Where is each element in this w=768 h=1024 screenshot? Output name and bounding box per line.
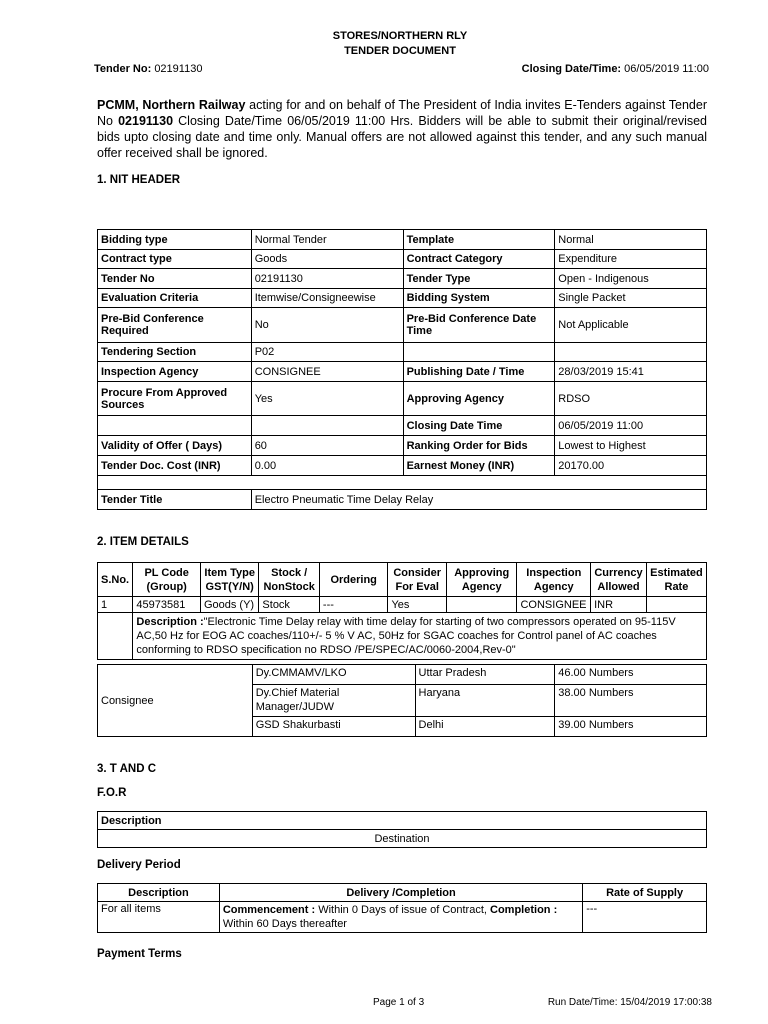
nit-row bbox=[98, 289, 707, 308]
nit-label: Template bbox=[403, 230, 555, 250]
intro-text-2: Closing Date/Time 06/05/2019 11:00 Hrs. Bidders will be able to submit their original/revised bids upto closing date and time only. Manual offers are not allowed against this tender, and any such manual offer received shall be ignored. bbox=[97, 114, 707, 160]
org-title: STORES/NORTHERN RLY bbox=[332, 30, 468, 42]
nit-value bbox=[251, 416, 403, 436]
item-cell bbox=[646, 597, 706, 613]
item-col-header: Approving Agency bbox=[446, 563, 517, 597]
item-cell: INR bbox=[591, 597, 647, 613]
item-description-text: "Electronic Time Delay relay with time delay for starting of two compressors operated on 95-115V AC,50 Hz for EOG AC coaches/110+/- 5 % V AC, 50Hz for SGAC coaches for Control panel of AC coaches conforming to RDSO specification no RDSO /PE/SPEC/AC/0060-2004,Rev-0" bbox=[136, 616, 676, 656]
nit-label: Pre-Bid Conference Required bbox=[98, 308, 252, 343]
nit-value: Normal bbox=[555, 230, 707, 250]
tandc-heading: 3. T AND C bbox=[97, 763, 156, 775]
consignee-name: Dy.Chief Material Manager/JUDW bbox=[252, 685, 415, 717]
nit-value: Goods bbox=[251, 250, 403, 269]
consignee-qty: 39.00 Numbers bbox=[555, 717, 707, 737]
nit-value bbox=[555, 343, 707, 362]
item-row bbox=[98, 597, 707, 613]
nit-table bbox=[97, 229, 707, 510]
tender-no-label: Tender No: bbox=[94, 63, 152, 75]
item-col-header: Item Type GST(Y/N) bbox=[200, 563, 258, 597]
item-col-header: Estimated Rate bbox=[646, 563, 706, 597]
nit-value: P02 bbox=[251, 343, 403, 362]
consignee-qty: 38.00 Numbers bbox=[555, 685, 707, 717]
nit-value: CONSIGNEE bbox=[251, 362, 403, 382]
item-header-row bbox=[98, 563, 707, 597]
page-number: Page 1 of 3 bbox=[373, 997, 425, 1008]
delivery-col-completion: Delivery /Completion bbox=[219, 884, 582, 902]
nit-label: Earnest Money (INR) bbox=[403, 456, 555, 476]
nit-value: RDSO bbox=[555, 382, 707, 416]
item-cell: Goods (Y) bbox=[200, 597, 258, 613]
item-cell: CONSIGNEE bbox=[517, 597, 591, 613]
nit-label: Publishing Date / Time bbox=[403, 362, 555, 382]
closing-label: Closing Date/Time: bbox=[521, 63, 622, 75]
delivery-period-heading: Delivery Period bbox=[97, 859, 181, 871]
nit-row bbox=[98, 416, 707, 436]
for-heading: F.O.R bbox=[97, 787, 127, 799]
intro-text-1: acting for and on behalf of The President of India invites E-Tenders against Tender No bbox=[97, 98, 708, 128]
item-details-table bbox=[97, 562, 707, 660]
item-col-header: Currency Allowed bbox=[591, 563, 647, 597]
nit-value: 60 bbox=[251, 436, 403, 456]
item-col-header: Inspection Agency bbox=[517, 563, 591, 597]
consignee-state: Delhi bbox=[415, 717, 555, 737]
nit-label: Bidding type bbox=[98, 230, 252, 250]
delivery-col-rate: Rate of Supply bbox=[583, 884, 707, 902]
nit-row bbox=[98, 269, 707, 289]
nit-value: Open - Indigenous bbox=[555, 269, 707, 289]
nit-label: Evaluation Criteria bbox=[98, 289, 252, 308]
item-cell: 45973581 bbox=[133, 597, 201, 613]
intro-tender-no: 02191130 bbox=[118, 114, 174, 128]
nit-value: 06/05/2019 11:00 bbox=[555, 416, 707, 436]
nit-row bbox=[98, 456, 707, 476]
nit-label: Procure From Approved Sources bbox=[98, 382, 252, 416]
nit-row bbox=[98, 308, 707, 343]
consignee-table bbox=[97, 664, 707, 737]
nit-value: Itemwise/Consigneewise bbox=[251, 289, 403, 308]
nit-label: Tender Doc. Cost (INR) bbox=[98, 456, 252, 476]
nit-label bbox=[403, 343, 555, 362]
item-cell: Yes bbox=[388, 597, 446, 613]
tender-title-value: Electro Pneumatic Time Delay Relay bbox=[251, 490, 706, 510]
item-description-row bbox=[98, 613, 707, 660]
closing-date-header bbox=[522, 63, 709, 75]
nit-label: Approving Agency bbox=[403, 382, 555, 416]
item-description bbox=[133, 613, 707, 660]
delivery-table bbox=[97, 883, 707, 933]
item-cell bbox=[446, 597, 517, 613]
payment-terms-heading: Payment Terms bbox=[97, 948, 182, 960]
nit-label bbox=[98, 416, 252, 436]
nit-label: Bidding System bbox=[403, 289, 555, 308]
consignee-state: Uttar Pradesh bbox=[415, 665, 555, 685]
consignee-state: Haryana bbox=[415, 685, 555, 717]
nit-value: Single Packet bbox=[555, 289, 707, 308]
completion-text: Within 60 Days thereafter bbox=[222, 918, 347, 930]
nit-header-heading: 1. NIT HEADER bbox=[97, 174, 181, 186]
nit-value: Expenditure bbox=[555, 250, 707, 269]
intro-org: PCMM, Northern Railway bbox=[97, 98, 246, 112]
delivery-completion bbox=[219, 902, 582, 933]
nit-value: 0.00 bbox=[251, 456, 403, 476]
nit-value: Yes bbox=[251, 382, 403, 416]
nit-value: Lowest to Highest bbox=[555, 436, 707, 456]
nit-value: Normal Tender bbox=[251, 230, 403, 250]
item-cell: --- bbox=[319, 597, 388, 613]
consignee-row bbox=[98, 665, 707, 685]
nit-label: Inspection Agency bbox=[98, 362, 252, 382]
delivery-desc: For all items bbox=[98, 902, 220, 933]
for-description-label: Description bbox=[98, 812, 707, 830]
tender-number-header bbox=[94, 63, 202, 75]
item-cell: Stock bbox=[259, 597, 319, 613]
item-col-header: Consider For Eval bbox=[388, 563, 446, 597]
consignee-label: Consignee bbox=[98, 665, 253, 737]
nit-spacer-row bbox=[98, 476, 707, 490]
nit-row bbox=[98, 250, 707, 269]
tender-title-label: Tender Title bbox=[98, 490, 252, 510]
nit-row bbox=[98, 436, 707, 456]
item-description-label: Description : bbox=[136, 616, 204, 628]
tender-title-row bbox=[98, 490, 707, 510]
for-table bbox=[97, 811, 707, 848]
nit-label: Pre-Bid Conference Date Time bbox=[403, 308, 555, 343]
nit-value: 02191130 bbox=[251, 269, 403, 289]
nit-row bbox=[98, 382, 707, 416]
nit-value: 20170.00 bbox=[555, 456, 707, 476]
rate-of-supply: --- bbox=[583, 902, 707, 933]
item-cell: 1 bbox=[98, 597, 133, 613]
item-col-header: Stock / NonStock bbox=[259, 563, 319, 597]
intro-paragraph bbox=[97, 97, 707, 161]
nit-label: Tender Type bbox=[403, 269, 555, 289]
delivery-col-description: Description bbox=[98, 884, 220, 902]
nit-label: Tender No bbox=[98, 269, 252, 289]
nit-row bbox=[98, 230, 707, 250]
consignee-name: Dy.CMMAMV/LKO bbox=[252, 665, 415, 685]
nit-label: Tendering Section bbox=[98, 343, 252, 362]
consignee-name: GSD Shakurbasti bbox=[252, 717, 415, 737]
nit-row bbox=[98, 343, 707, 362]
nit-value: No bbox=[251, 308, 403, 343]
item-col-header: Ordering bbox=[319, 563, 388, 597]
nit-value: Not Applicable bbox=[555, 308, 707, 343]
completion-label: Completion : bbox=[490, 904, 558, 916]
item-details-heading: 2. ITEM DETAILS bbox=[97, 536, 189, 548]
closing-value: 06/05/2019 11:00 bbox=[624, 63, 709, 75]
document-title: TENDER DOCUMENT bbox=[344, 45, 456, 57]
nit-value: 28/03/2019 15:41 bbox=[555, 362, 707, 382]
tender-no-value: 02191130 bbox=[154, 63, 203, 75]
consignee-qty: 46.00 Numbers bbox=[555, 665, 707, 685]
item-col-header: S.No. bbox=[98, 563, 133, 597]
nit-label: Closing Date Time bbox=[403, 416, 555, 436]
nit-label: Ranking Order for Bids bbox=[403, 436, 555, 456]
run-date-time: Run Date/Time: 15/04/2019 17:00:38 bbox=[547, 997, 712, 1008]
for-value: Destination bbox=[98, 830, 707, 848]
nit-label: Contract Category bbox=[403, 250, 555, 269]
nit-row bbox=[98, 362, 707, 382]
commencement-label: Commencement : bbox=[222, 904, 316, 916]
nit-label: Contract type bbox=[98, 250, 252, 269]
item-col-header: PL Code (Group) bbox=[133, 563, 201, 597]
commencement-text: Within 0 Days of issue of Contract, bbox=[315, 904, 491, 916]
nit-label: Validity of Offer ( Days) bbox=[98, 436, 252, 456]
